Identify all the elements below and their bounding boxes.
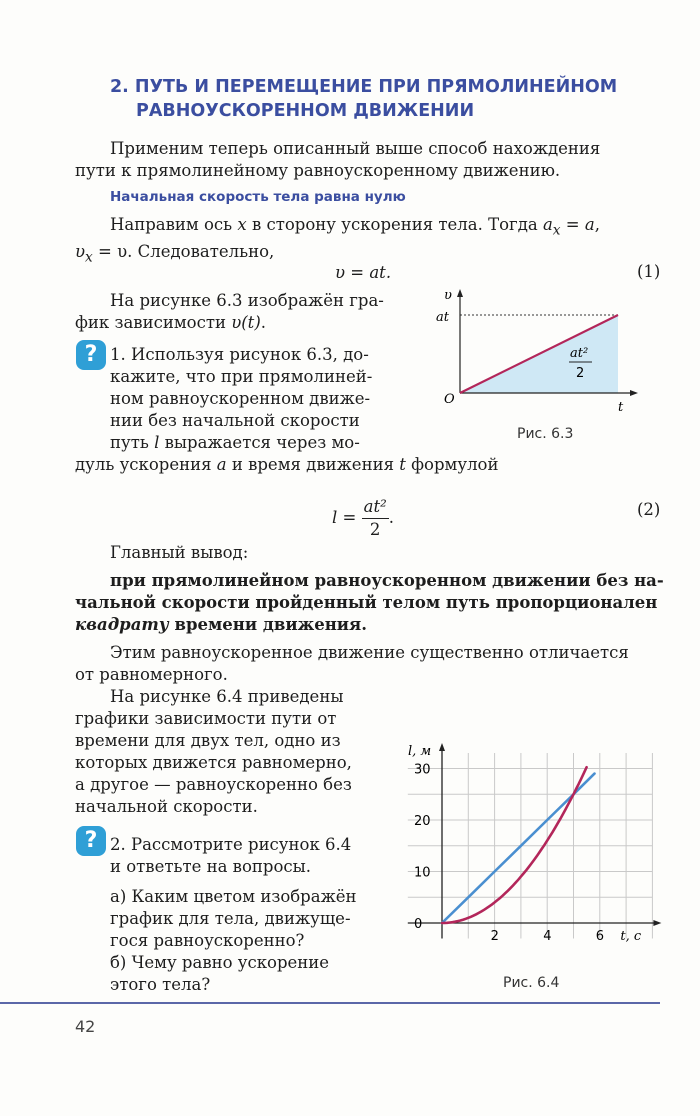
eq2-numerator: at²: [362, 496, 389, 519]
axis-paragraph: [75, 214, 665, 269]
figure-6-3: [430, 285, 655, 445]
x-tick-label: 2: [490, 929, 499, 944]
q1-line-6: [75, 454, 665, 476]
equation-2-number: (2): [637, 500, 661, 519]
q2-b-line-1: б) Чему равно ускорение: [110, 953, 330, 972]
subheading: Начальная скорость тела равна нулю: [110, 189, 406, 205]
acc-symbol: a: [216, 455, 227, 474]
area-denominator: 2: [576, 366, 585, 381]
vx-symbol: υ: [75, 242, 86, 262]
fig64-line-2: графики зависимости пути от: [75, 709, 337, 728]
y-tick-label: 20: [414, 814, 431, 829]
x-tick-label: 6: [595, 929, 605, 944]
fig64-line-3: времени для двух тел, одно из: [75, 731, 341, 750]
vx-sub: x: [85, 249, 93, 266]
question-icon: ?: [76, 826, 106, 856]
question-icon: ?: [76, 340, 106, 370]
conclusion-text: [75, 570, 665, 636]
fig63-line-1: На рисунке 6.3 изображён гра-: [110, 291, 384, 310]
q2-line-1: 2. Рассмотрите рисунок 6.4: [110, 835, 352, 854]
q2-a-line-3: гося равноускоренно?: [110, 931, 305, 950]
fig64-line-4: которых движется равномерно,: [75, 753, 352, 772]
conclusion-line-2: чальной скорости пройденный телом путь пропорционален: [75, 593, 658, 612]
axis-line-2-rest: = υ. Следовательно,: [92, 242, 275, 262]
conclusion-line-3: времени движения.: [168, 615, 367, 634]
ax-symbol: a: [542, 215, 553, 234]
q1-line-5a: путь: [110, 433, 155, 452]
diff-line-1: Этим равноускоренное движение существенно отличается: [110, 643, 629, 662]
difference-paragraph: [75, 642, 665, 686]
axis-text-a: Направим ось: [110, 215, 238, 234]
intro-line-2: пути к прямолинейному равноускоренному движению.: [75, 161, 561, 180]
t-axis-arrow: [630, 390, 638, 396]
section-title: [110, 75, 630, 123]
axis-comma: ,: [594, 215, 600, 234]
conclusion-label: Главный вывод:: [110, 543, 249, 562]
q1-line-6b: и время движения: [226, 455, 400, 474]
question-1: [110, 344, 410, 454]
l-symbol: l: [154, 433, 160, 452]
q2-line-2: и ответьте на вопросы.: [110, 857, 312, 876]
fig64-line-6: начальной скорости.: [75, 797, 258, 816]
axis-eq: =: [560, 215, 585, 234]
axis-text-b: в сторону ускорения тела. Тогда: [246, 215, 543, 234]
fig63-dot: .: [260, 313, 267, 332]
eq2-denominator: 2: [369, 520, 381, 539]
footer-rule: [0, 1002, 660, 1004]
q1-line-2: кажите, что при прямолиней-: [110, 367, 373, 386]
ax-sub: x: [552, 222, 561, 239]
x-tick-label: 4: [543, 929, 552, 944]
t-symbol: t: [399, 455, 406, 474]
equation-2: [332, 496, 394, 541]
v-axis-label: υ: [444, 288, 452, 303]
q1-line-1: 1. Используя рисунок 6.3, до-: [110, 345, 369, 364]
x-axis-label: t, с: [620, 929, 642, 944]
eq2-dot: .: [388, 508, 394, 527]
q1-line-5b: выражается через мо-: [159, 433, 360, 452]
equation-1-number: (1): [637, 262, 661, 281]
page-number: 42: [75, 1017, 96, 1036]
axis-x: x: [237, 215, 247, 234]
diff-line-2: от равномерного.: [75, 665, 228, 684]
conclusion-line-1: при прямолинейном равноускоренном движении без на-: [110, 571, 664, 590]
fig63-paragraph: [75, 290, 415, 334]
a-symbol: a: [584, 215, 595, 234]
l-axis-arrow: [439, 743, 445, 751]
figure-6-4-caption: Рис. 6.4: [503, 975, 560, 991]
intro-line-1: Применим теперь описанный выше способ нахождения: [110, 139, 601, 158]
t-axis-arrow: [653, 920, 661, 926]
v-axis-arrow: [457, 289, 463, 297]
q1-line-6a: дуль ускорения: [75, 455, 217, 474]
question-2: [110, 834, 382, 996]
y-tick-label: 30: [414, 762, 431, 778]
q1-line-3: ном равноускоренном движе-: [110, 389, 371, 408]
conclusion-italic: квадрату: [75, 615, 169, 634]
t-axis-label: t: [618, 400, 624, 415]
series-line-accelerated: [442, 767, 587, 923]
title-line-1: 2. ПУТЬ И ПЕРЕМЕЩЕНИЕ ПРИ ПРЯМОЛИНЕЙНОМ: [110, 77, 618, 97]
y-axis-label: l, м: [408, 744, 432, 760]
fig64-paragraph: [75, 686, 383, 818]
q1-line-6c: формулой: [405, 455, 499, 474]
y-tick-label: 0: [414, 917, 423, 932]
origin-label: O: [444, 392, 455, 407]
y-tick-label: 10: [414, 865, 431, 881]
figure-6-3-caption: Рис. 6.3: [517, 426, 574, 442]
eq2-lhs: l =: [332, 508, 357, 527]
q2-b-line-2: этого тела?: [110, 975, 211, 994]
v-of-t: υ(t): [231, 313, 261, 332]
at-level-label: at: [436, 310, 449, 325]
figure-6-4: [400, 725, 668, 970]
title-line-2: РАВНОУСКОРЕННОМ ДВИЖЕНИИ: [136, 101, 475, 121]
eq2-fraction: [362, 496, 389, 541]
fig64-line-5: а другое — равноускоренно без: [75, 775, 352, 794]
q2-a-line-2: график для тела, движуще-: [110, 909, 351, 928]
q1-line-4: нии без начальной скорости: [110, 411, 360, 430]
intro-paragraph: [75, 138, 663, 182]
area-numerator: at²: [570, 346, 589, 361]
fig63-line-2a: фик зависимости: [75, 313, 232, 332]
fig64-line-1: На рисунке 6.4 приведены: [110, 687, 344, 706]
q2-a-line-1: а) Каким цветом изображён: [110, 887, 357, 906]
equation-1: υ = at.: [335, 263, 392, 282]
